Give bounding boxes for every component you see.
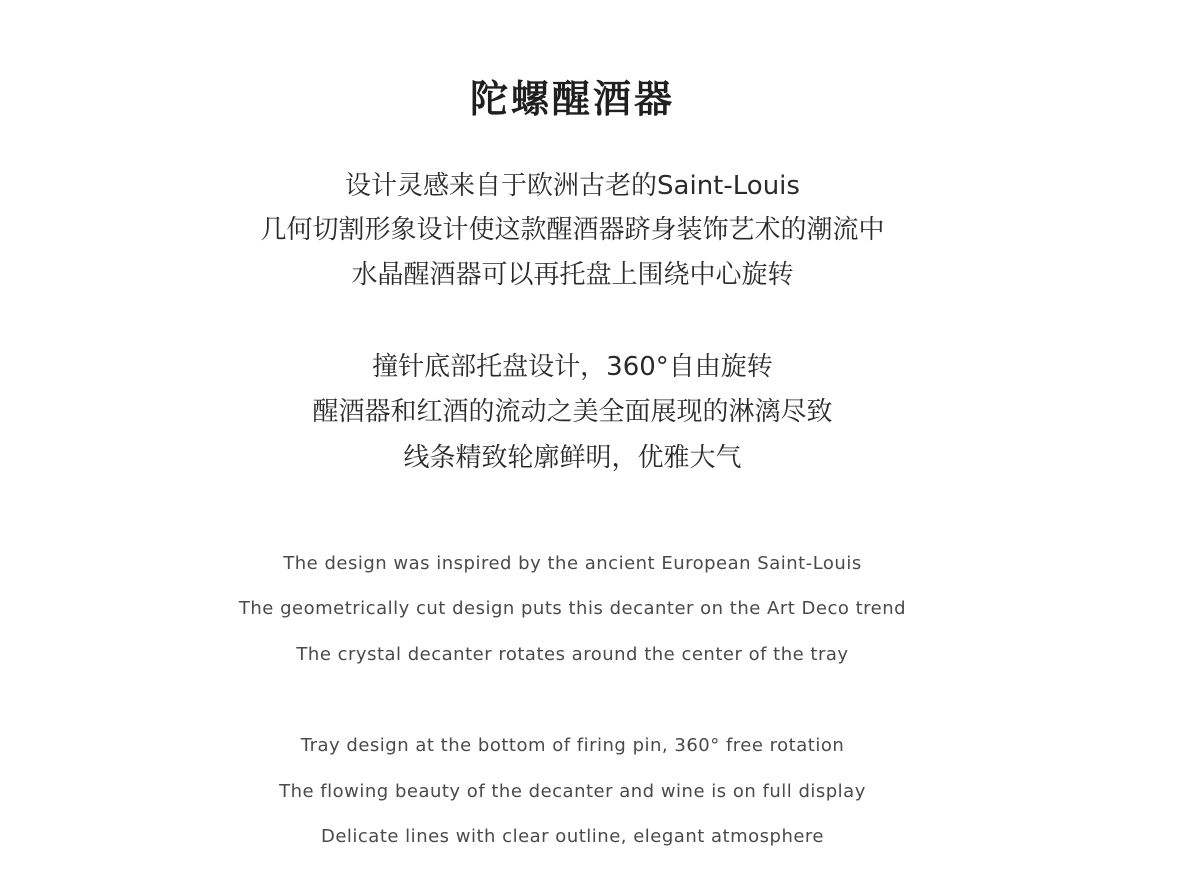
en-line-geometric-cut: The geometrically cut design puts this decanter on the Art Deco trend bbox=[238, 598, 907, 619]
en-line-flowing-beauty: The flowing beauty of the decanter and wine is on full display bbox=[279, 781, 866, 802]
en-line-rotation: The crystal decanter rotates around the center of the tray bbox=[296, 644, 849, 665]
cn-line-geometric-cut: 几何切割形象设计使这款醒酒器跻身装饰艺术的潮流中 bbox=[260, 215, 885, 245]
cn-line-inspiration: 设计灵感来自于欧洲古老的Saint-Louis bbox=[345, 171, 800, 201]
page-title: 陀螺醒酒器 bbox=[469, 77, 675, 121]
en-line-tray-design: Tray design at the bottom of firing pin, 360° free rotation bbox=[300, 735, 845, 756]
en-line-inspiration: The design was inspired by the ancient European Saint-Louis bbox=[283, 553, 862, 574]
cn-line-flowing-beauty: 醒酒器和红酒的流动之美全面展现的淋漓尽致 bbox=[312, 397, 833, 427]
en-line-elegant-lines: Delicate lines with clear outline, elegant atmosphere bbox=[320, 826, 825, 847]
cn-line-elegant-lines: 线条精致轮廓鲜明，优雅大气 bbox=[403, 443, 742, 473]
cn-line-tray-design: 撞针底部托盘设计，360°自由旋转 bbox=[372, 352, 773, 382]
cn-line-rotation: 水晶醒酒器可以再托盘上围绕中心旋转 bbox=[351, 260, 794, 290]
